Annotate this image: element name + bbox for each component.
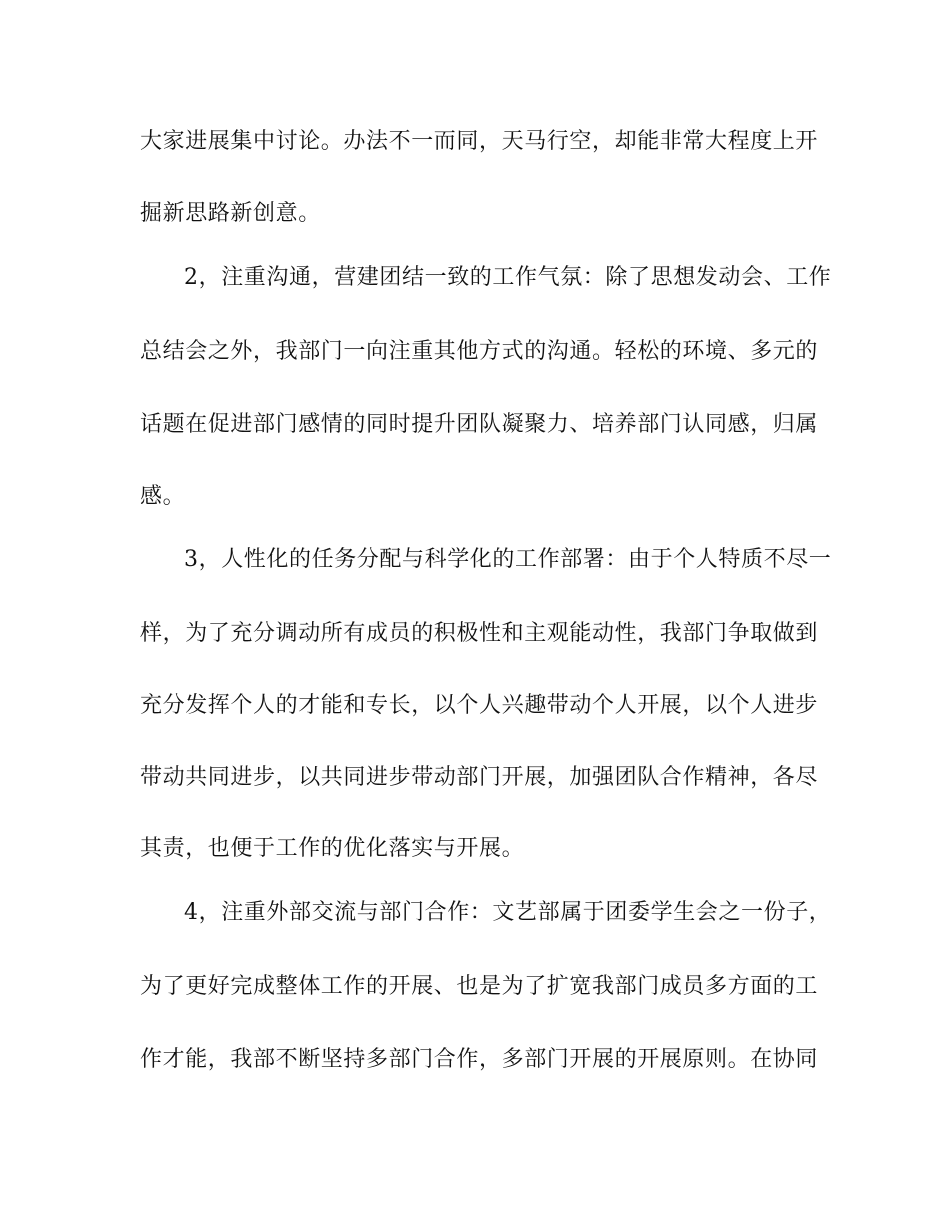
text-line: 总结会之外，我部门一向注重其他方式的沟通。轻松的环境、多元的 bbox=[140, 339, 819, 364]
text-line: 大家进展集中讨论。办法不一而同，天马行空，却能非常大程度上开 bbox=[140, 129, 819, 154]
text-line: 为了更好完成整体工作的开展、也是为了扩宽我部门成员多方面的工 bbox=[140, 974, 819, 999]
text-line: 带动共同进步，以共同进步带动部门开展，加强团队合作精神，各尽 bbox=[140, 765, 819, 790]
text-line: 作才能，我部不断坚持多部门合作，多部门开展的开展原则。在协同 bbox=[140, 1047, 819, 1072]
text-line: 4，注重外部交流与部门合作：文艺部属于团委学生会之一份子， bbox=[184, 900, 832, 925]
text-line: 充分发挥个人的才能和专长，以个人兴趣带动个人开展，以个人进步 bbox=[140, 693, 819, 718]
text-line: 3，人性化的任务分配与科学化的工作部署：由于个人特质不尽一 bbox=[184, 547, 832, 572]
text-line: 其责，也便于工作的优化落实与开展。 bbox=[140, 836, 525, 861]
text-line: 感。 bbox=[140, 484, 186, 509]
text-line: 样，为了充分调动所有成员的积极性和主观能动性，我部门争取做到 bbox=[140, 621, 819, 646]
text-line: 2，注重沟通，营建团结一致的工作气氛：除了思想发动会、工作 bbox=[184, 265, 832, 290]
text-line: 话题在促进部门感情的同时提升团队凝聚力、培养部门认同感，归属 bbox=[140, 412, 819, 437]
text-line: 掘新思路新创意。 bbox=[140, 201, 321, 226]
